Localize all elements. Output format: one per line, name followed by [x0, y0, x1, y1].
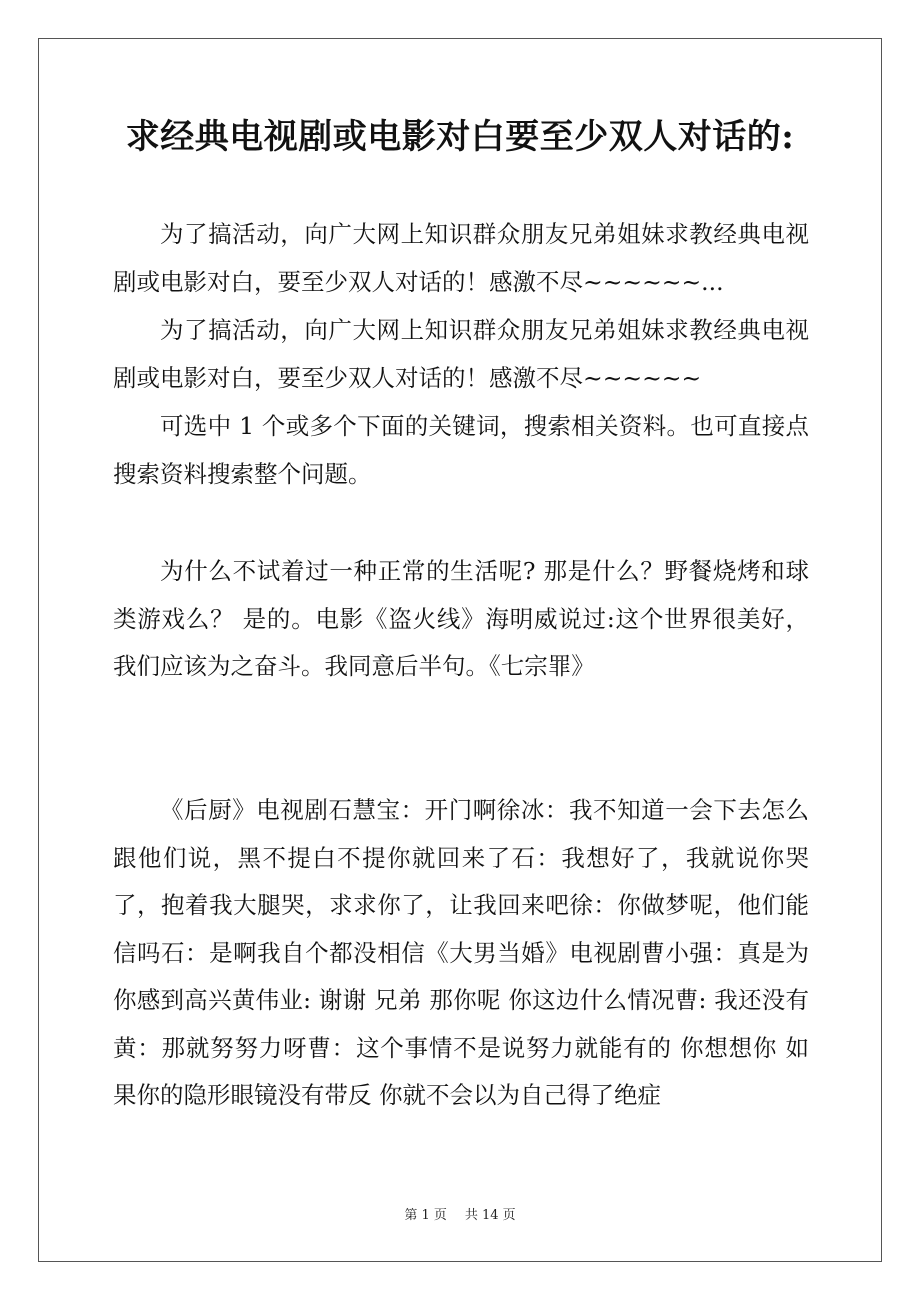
- paragraph-4: 为什么不试着过一种正常的生活呢? 那是什么？野餐烧烤和球类游戏么？ 是的。电影《盗火线》海明威说过:这个世界很美好，我们应该为之奋斗。我同意后半句。《七宗罪》: [113, 557, 809, 680]
- paragraph-3: 可选中 1 个或多个下面的关键词，搜索相关资料。也可直接点搜索资料搜索整个问题。: [113, 412, 809, 488]
- page-number: 第 1 页: [404, 1208, 447, 1223]
- page-footer: [0, 1206, 920, 1226]
- paragraph-1: 为了搞活动，向广大网上知识群众朋友兄弟姐妹求教经典电视剧或电影对白，要至少双人对话的！感激不尽~~~~~~...: [113, 220, 809, 296]
- page-total: 共 14 页: [464, 1208, 516, 1223]
- paragraph-2: 为了搞活动，向广大网上知识群众朋友兄弟姐妹求教经典电视剧或电影对白，要至少双人对话的！感激不尽~~~~~~: [113, 316, 809, 392]
- paragraph-5: 《后厨》电视剧石慧宝：开门啊徐冰：我不知道一会下去怎么跟他们说，黑不提白不提你就回来了石：我想好了，我就说你哭了，抱着我大腿哭，求求你了，让我回来吧徐：你做梦呢，他们能信吗石：是啊我自个都没相信《大男当婚》电视剧曹小强：真是为你感到高兴黄伟业: 谢谢 兄弟 那你呢 你这边什么情况曹: 我还没有黄：那就努努力呀曹：这个事情不是说努力就能有的 你想想你 如果你的隐形眼镜没有带反 你就不会以为自己得了绝症: [113, 796, 809, 1109]
- document-title: 求经典电视剧或电影对白要至少双人对话的:: [125, 117, 795, 157]
